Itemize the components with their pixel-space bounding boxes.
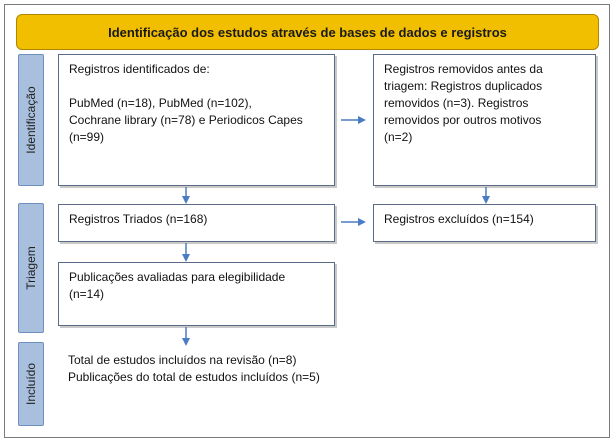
diagram-title: Identificação dos estudos através de bases de dados e registros	[16, 14, 599, 50]
stage-screening-label: Triagem	[24, 246, 38, 290]
stage-included	[18, 342, 44, 426]
eligibility-box: Publicações avaliadas para elegibilidade (n=14)	[58, 262, 335, 326]
records-screened-box: Registros Triados (n=168)	[58, 204, 335, 242]
records-identified-box: Registros identificados de: PubMed (n=18), PubMed (n=102), Cochrane library (n=78) e Periodicos Capes (n=99)	[58, 54, 335, 186]
stage-included-label: Incluído	[24, 362, 38, 406]
records-excluded-box: Registros excluídos (n=154)	[373, 204, 596, 242]
stage-screening	[18, 203, 44, 333]
stage-identification-label: Identificação	[24, 86, 38, 154]
stage-identification	[18, 54, 44, 186]
records-removed-box: Registros removidos antes da triagem: Registros duplicados removidos (n=3). Registros removidos por outros motivos (n=2)	[373, 54, 596, 186]
included-box: Total de estudos incluídos na revisão (n=8) Publicações do total de estudos incluídos (n=5)	[58, 346, 352, 422]
